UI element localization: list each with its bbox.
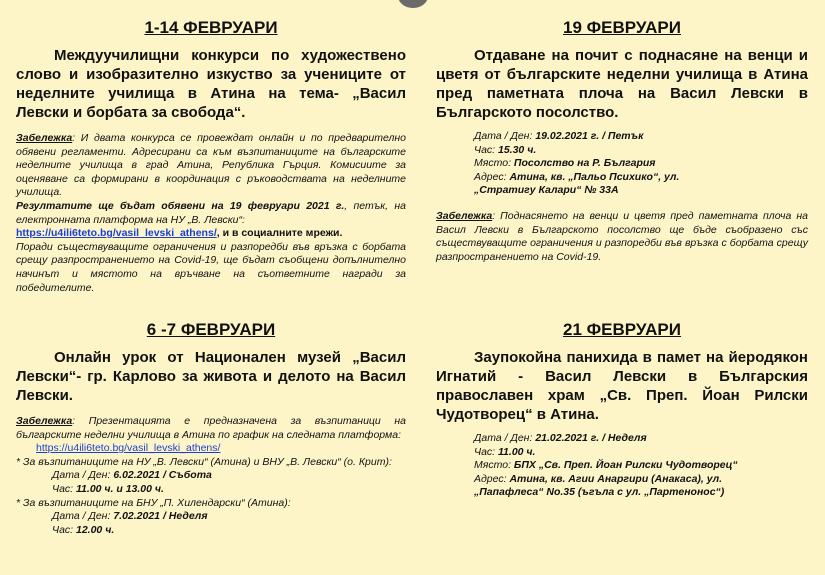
section-date: 1-14 ФЕВРУАРИ <box>144 18 278 37</box>
place-value: БПХ „Св. Преп. Йоан Рилски Чудотворец“ <box>513 459 738 472</box>
group-1-time <box>16 483 406 497</box>
section-note <box>16 415 406 442</box>
address-value: Атина, кв. „Пальо Психико“, ул. „Стратигу Калари“ № 33А <box>474 170 680 197</box>
place-label: Място: <box>474 157 514 170</box>
date-value: 21.02.2021 г. / Неделя <box>535 432 647 444</box>
place-value: Посолство на Р. България <box>513 157 656 170</box>
note-text: : Поднасянето на венци и цветя пред паметната плоча на Васил Левски в Българското посолство ще бъде съобразено със съществуващите ограничения и разпоредби във връзка с борбата срещу разпространението на Covid-19. <box>436 209 808 263</box>
time-value: 15.30 ч. <box>498 143 537 156</box>
section-title: Междуучилищни конкурси по художествено слово и изобразително изкуство за учениците от неделните училища в Атина на тема- „Васил Левски и борбата за свобода“. <box>16 47 406 121</box>
link-after: , и в социалните мрежи. <box>216 227 343 240</box>
time-value: 11.00 ч. <box>498 445 536 458</box>
group-2: * За възпитаниците на БНУ „П. Хилендарски“ (Атина): <box>16 496 291 509</box>
section-title: Онлайн урок от Национален музей „Васил Левски“- гр. Карлово за живота и делото на Васил Левски. <box>16 349 406 404</box>
platform-link[interactable]: https://u4ili6teto.bg/vasil_levski_athens/ <box>16 227 217 240</box>
section-date: 19 ФЕВРУАРИ <box>562 18 681 37</box>
results-rest: , петък, на електронната платформа на НУ „В. Левски“: <box>16 199 406 226</box>
event-date <box>474 130 808 144</box>
group-2-date <box>16 510 406 524</box>
note-label: Забележка <box>16 415 73 427</box>
event-details <box>436 432 808 500</box>
platform-link[interactable]: https://u4ili6teto.bg/vasil_levski_athens/ <box>36 442 221 455</box>
section-6-7-february <box>16 320 406 537</box>
event-address <box>474 473 808 500</box>
section-title: Отдаване на почит с поднасяне на венци и цветя от българските неделни училища в Атина пред паметната плоча на Васил Левски в Българското посолство. <box>436 47 808 121</box>
group-2-time <box>16 524 406 538</box>
platform-link-line <box>16 227 406 241</box>
time-label: Час: <box>52 523 76 536</box>
time-label: Час: <box>52 482 76 495</box>
section-title: Заупокойна панихида в памет на йеродякон Игнатий - Васил Левски в Българския православен храм „Св. Преп. Йоан Рилски Чудотворец“ в Атина. <box>436 349 808 423</box>
address-label: Адрес: <box>474 170 510 183</box>
date-label: Дата / Ден: <box>52 469 114 482</box>
event-date <box>474 432 808 446</box>
address-value: Атина, кв. Агии Анаргири (Анакаса), ул. „Папафлеса“ No.35 (ъгъла с ул. „Партенонос“) <box>474 472 725 499</box>
time-label: Час: <box>474 143 498 156</box>
date-label: Дата / Ден: <box>52 510 114 523</box>
event-place <box>474 459 808 473</box>
group-1-date <box>16 469 406 483</box>
results-note <box>16 200 406 227</box>
section-1-14-february <box>16 18 406 295</box>
section-date: 21 ФЕВРУАРИ <box>562 320 681 339</box>
section-note <box>436 210 808 264</box>
results-bold: Резултатите ще бъдат обявени на 19 февруари 2021 г. <box>16 199 345 212</box>
time-value: 12.00 ч. <box>76 523 115 536</box>
date-value: 6.02.2021 / Събота <box>113 469 212 482</box>
event-details <box>436 130 808 198</box>
date-value: 7.02.2021 / Неделя <box>113 510 208 523</box>
event-address <box>474 171 808 198</box>
note-label: Забележка <box>436 209 493 222</box>
place-label: Място: <box>474 459 514 472</box>
time-value: 11.00 ч. и 13.00 ч. <box>76 482 164 495</box>
section-note <box>16 132 406 200</box>
address-label: Адрес: <box>474 472 510 485</box>
platform-link-line <box>16 442 406 456</box>
date-label: Дата / Ден: <box>474 130 536 142</box>
time-label: Час: <box>474 445 498 458</box>
event-time <box>474 144 808 158</box>
section-date: 6 -7 ФЕВРУАРИ <box>146 320 276 339</box>
event-place <box>474 157 808 171</box>
event-time <box>474 446 808 460</box>
note-text: : Презентацията е предназначена за възпитаници на българските неделни училища в Атина по график на следната платформа: <box>16 415 406 441</box>
emblem <box>398 0 428 8</box>
section-19-february <box>436 18 808 264</box>
covid-note: Поради съществуващите ограничения и разпоредби във връзка с борбата срещу разпространението на Covid-19, ще бъдат съобщени допълнително начинът и мястото на връчване на съответните награди за победителите. <box>16 240 406 294</box>
group-1: * За възпитаниците на НУ „В. Левски“ (Атина) и ВНУ „В. Левски“ (о. Крит): <box>16 455 392 468</box>
note-label: Забележка <box>16 132 73 144</box>
section-21-february <box>436 320 808 500</box>
date-label: Дата / Ден: <box>474 432 536 444</box>
date-value: 19.02.2021 г. / Петък <box>535 130 644 142</box>
note-text: : И двата конкурса се провеждат онлайн и по предварително обявени регламенти. Адресирани са към възпитаниците на българските неделните училища в град Атина, Република Гърция. Комисиите за оценяване са формирани в координация с ръководствата на неделните училища. <box>16 132 406 199</box>
